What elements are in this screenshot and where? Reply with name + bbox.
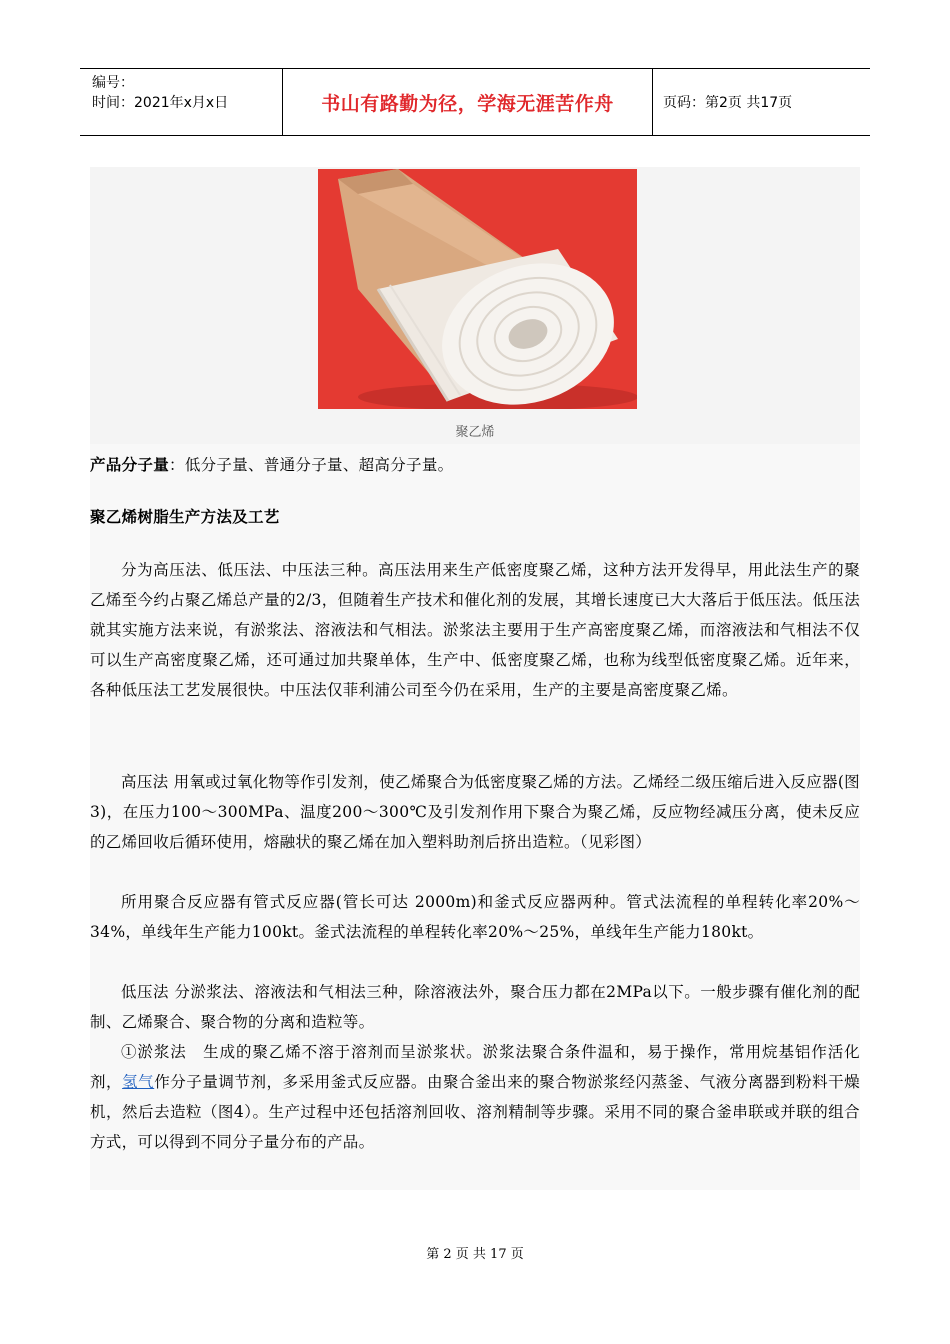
figure-caption: 聚乙烯 (455, 425, 495, 440)
header-motto: 书山有路勤为径，学海无涯苦作舟 (283, 69, 653, 135)
hydrogen-link[interactable]: 氢气 (122, 1073, 155, 1091)
paragraph-reactors: 所用聚合反应器有管式反应器(管长可达 2000m)和釜式反应器两种。管式法流程的单程转化率20%～34%，单线年生产能力100kt。釜式法流程的单程转化率20%～25%，单线年生产能力180kt。 (90, 893, 860, 941)
slurry-text-b: 作分子量调节剂，多采用釜式反应器。由聚合釜出来的聚合物淤浆经闪蒸釜、气液分离器到粉料干燥机，然后去造粒（图4）。生产过程中还包括溶剂回收、溶剂精制等步骤。采用不同的聚合釜串联或并联的组合方式，可以得到不同分子量分布的产品。 (90, 1073, 860, 1151)
section-title: 聚乙烯树脂生产方法及工艺 (90, 508, 280, 526)
paragraph-overview: 分为高压法、低压法、中压法三种。高压法用来生产低密度聚乙烯，这种方法开发得早，用此法生产的聚乙烯至今约占聚乙烯总产量的2/3，但随着生产技术和催化剂的发展，其增长速度已大大落后于低压法。低压法就其实施方法来说，有淤浆法、溶液法和气相法。淤浆法主要用于生产高密度聚乙烯，而溶液法和气相法不仅可以生产高密度聚乙烯，还可通过加共聚单体，生产中、低密度聚乙烯，也称为线型低密度聚乙烯。近年来，各种低压法工艺发展很快。中压法仅菲利浦公司至今仍在采用，生产的主要是高密度聚乙烯。 (90, 561, 860, 699)
polyethylene-roll-illustration (318, 169, 637, 409)
page-footer: 第 2 页 共 17 页 (426, 1247, 524, 1262)
slurry-text-a: ①淤浆法 生成的聚乙烯不溶于溶剂而呈淤浆状。淤浆法聚合条件温和，易于操作，常用烷基铝作活化剂， (90, 1043, 860, 1091)
header-meta (80, 69, 283, 135)
molecular-weight-line (90, 450, 860, 480)
figure (90, 167, 860, 444)
paragraph-high-pressure: 高压法 用氧或过氧化物等作引发剂，使乙烯聚合为低密度聚乙烯的方法。乙烯经二级压缩后进入反应器(图3)，在压力100～300MPa、温度200～300℃及引发剂作用下聚合为聚乙烯，反应物经减压分离，使未反应的乙烯回收后循环使用，熔融状的聚乙烯在加入塑料助剂后挤出造粒。（见彩图） (90, 773, 860, 851)
molecular-weight-label: 产品分子量 (90, 456, 170, 474)
paragraph-slurry-method (90, 1037, 860, 1157)
polyethylene-roll-photo (318, 169, 637, 409)
page-header (80, 68, 870, 136)
paragraph-low-pressure: 低压法 分淤浆法、溶液法和气相法三种，除溶液法外，聚合压力都在2MPa以下。一般步骤有催化剂的配制、乙烯聚合、聚合物的分离和造粒等。 (90, 983, 860, 1031)
molecular-weight-text: ：低分子量、普通分子量、超高分子量。 (169, 456, 454, 474)
time-label: 时间：2021年x月x日 (92, 95, 229, 111)
article (90, 167, 860, 1190)
header-page-info: 页码：第2页 共17页 (663, 95, 793, 111)
number-label: 编号： (92, 75, 134, 91)
